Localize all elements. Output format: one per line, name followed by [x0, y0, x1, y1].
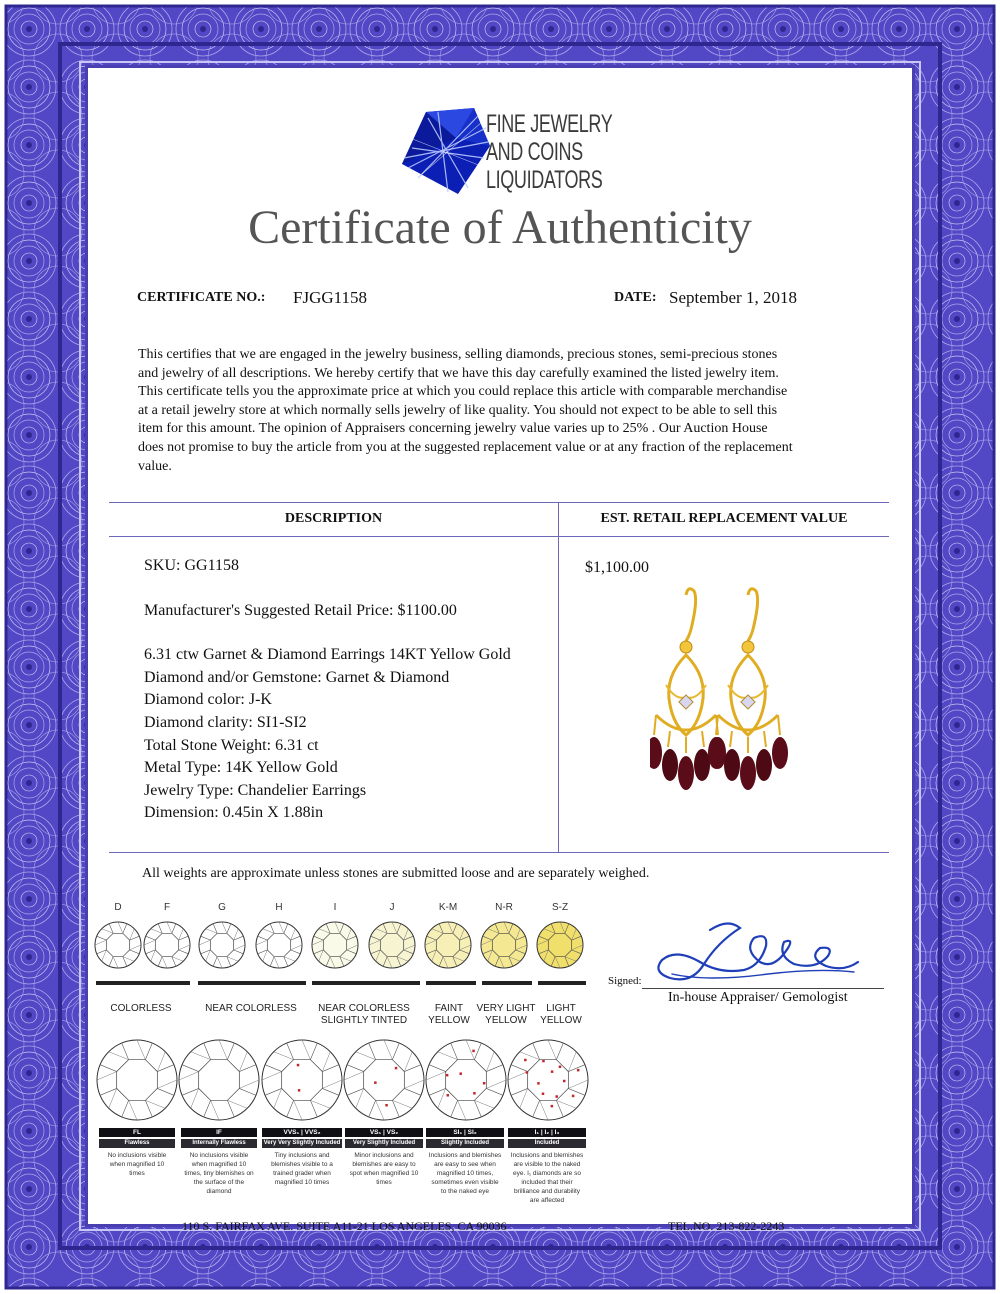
clarity-diamond [97, 1040, 177, 1120]
logo-line-2: AND COINS [486, 138, 583, 166]
inclusion-mark [446, 1074, 449, 1077]
clarity-diamond [179, 1040, 259, 1120]
inclusion-mark [459, 1072, 462, 1075]
color-grade-letter: K-M [438, 902, 458, 913]
color-group-bracket [312, 981, 420, 985]
detail-line: Diamond and/or Gemstone: Garnet & Diamond [144, 668, 450, 686]
certificate-number-label: CERTIFICATE NO.: [137, 290, 266, 305]
clarity-name: Flawless [99, 1139, 175, 1148]
inclusion-mark [555, 1095, 558, 1098]
clarity-description: Tiny inclusions and blemishes visible to a trained grader when magnified 10 times [271, 1152, 333, 1186]
clarity-description: Inclusions and blemishes are easy to see when magnified 10 times, sometimes even visible to the naked eye [428, 1152, 502, 1195]
clarity-name: Very Slightly Included [345, 1139, 423, 1148]
detail-line: Diamond clarity: SI1-SI2 [144, 713, 307, 731]
color-grade-letter: I [333, 902, 337, 913]
inclusion-mark [298, 1089, 301, 1092]
color-group-bracket [538, 981, 586, 985]
statement-line: and jewelry of all descriptions. We hereby certify that we have this day carefully examined the listed jewelry item. [138, 365, 779, 381]
color-diamond [199, 922, 245, 968]
clarity-code: IF [181, 1128, 257, 1137]
table-bottom-rule [109, 852, 889, 853]
earrings-image [650, 585, 810, 825]
inclusion-mark [563, 1080, 566, 1083]
clarity-name: Internally Flawless [181, 1139, 257, 1148]
inclusion-mark [385, 1104, 388, 1107]
inclusion-mark [551, 1070, 554, 1073]
color-diamond [537, 922, 583, 968]
clarity-name: Very Very Slightly Included [263, 1140, 341, 1146]
certification-statement [138, 346, 878, 476]
statement-line: This certifies that we are engaged in the jewelry business, selling diamonds, precious stones, semi-precious stones [138, 347, 778, 362]
inclusion-mark [537, 1082, 540, 1085]
inclusion-mark [473, 1092, 476, 1095]
statement-line: This certificate tells you the approximate price at which you could replace this article with comparable merchandise [138, 384, 788, 400]
clarity-diamond [262, 1040, 342, 1120]
statement-line: item for this amount. The opinion of Appraisers concerning jewelry value varies up to 25% . Our Auction House [138, 421, 768, 437]
color-diamond [95, 922, 141, 968]
color-diamond [144, 922, 190, 968]
detail-line: 6.31 ctw Garnet & Diamond Earrings 14KT Yellow Gold [144, 646, 511, 664]
sku-text: SKU: GG1158 [144, 557, 239, 574]
color-scale-chart [90, 915, 590, 995]
logo-wordmark [486, 110, 612, 194]
inclusion-mark [395, 1067, 398, 1070]
inclusion-mark [559, 1066, 562, 1069]
color-group-label: NEAR COLORLESS SLIGHTLY TINTED [318, 1003, 410, 1026]
color-grade-letter: N-R [495, 902, 513, 913]
company-logo [398, 108, 638, 204]
signed-label: Signed: [608, 975, 642, 987]
color-grade-letter: G [218, 902, 226, 913]
color-group-label: NEAR COLORLESS [205, 1003, 297, 1014]
detail-line: Dimension: 0.45in X 1.88in [144, 804, 324, 822]
detail-line: Jewelry Type: Chandelier Earrings [144, 781, 367, 799]
color-grade-letter: H [275, 902, 283, 913]
clarity-description: Minor inclusions and blemishes are easy to spot when magnified 10 times [349, 1152, 419, 1186]
color-group-bracket [198, 981, 306, 985]
right-earring [708, 589, 788, 790]
detail-line: Total Stone Weight: 6.31 ct [144, 736, 319, 754]
clarity-description: No inclusions visible when magnified 10 times [107, 1152, 167, 1177]
description-header: DESCRIPTION [284, 511, 383, 526]
inclusion-mark [483, 1082, 486, 1085]
appraiser-title: In-house Appraiser/ Gemologist [668, 990, 848, 1005]
signature-line [642, 988, 884, 989]
handwritten-signature [648, 912, 864, 992]
clarity-description: No inclusions visible when magnified 10 times, tiny blemishes on the surface of the diamond [184, 1152, 254, 1195]
color-grade-letter: J [389, 902, 395, 913]
clarity-name: Included [508, 1139, 586, 1148]
inclusion-mark [297, 1064, 300, 1067]
inclusion-mark [542, 1093, 545, 1096]
footer-phone: TEL.NO. 213-822-2243 [668, 1219, 785, 1233]
inclusion-mark [542, 1060, 545, 1063]
color-group-label: LIGHT YELLOW [540, 1003, 582, 1026]
date-value: September 1, 2018 [669, 288, 797, 307]
weights-disclaimer: All weights are approximate unless stones are submitted loose and are separately weighed. [142, 866, 650, 881]
color-diamond [481, 922, 527, 968]
inclusion-mark [447, 1094, 450, 1097]
detail-line: Metal Type: 14K Yellow Gold [144, 759, 338, 777]
clarity-code: FL [99, 1128, 175, 1137]
diamond-logo-icon [398, 108, 490, 196]
color-diamond [369, 922, 415, 968]
inclusion-mark [526, 1071, 529, 1074]
certificate-title: Certificate of Authenticity [248, 201, 752, 254]
color-group-bracket [482, 981, 532, 985]
inclusion-mark [374, 1081, 377, 1084]
statement-line: at a retail jewelry store at which normally sells jewelry of like quality. You should not expect to be able to sell this [138, 402, 778, 418]
replacement-value: $1,100.00 [585, 559, 649, 576]
value-header: EST. RETAIL REPLACEMENT VALUE [600, 511, 848, 526]
color-group-label: VERY LIGHT YELLOW [476, 1003, 536, 1026]
table-column-divider [558, 502, 559, 852]
logo-line-1: FINE JEWELRY [486, 110, 613, 138]
table-header-rule [109, 536, 889, 537]
clarity-code: SI₁ | SI₂ [426, 1128, 504, 1137]
inclusion-mark [524, 1059, 527, 1062]
logo-line-3: LIQUIDATORS [486, 166, 603, 194]
clarity-diamond [344, 1040, 424, 1120]
clarity-diamond [426, 1040, 506, 1120]
color-group-bracket [96, 981, 190, 985]
inclusion-mark [572, 1095, 575, 1098]
inclusion-mark [472, 1050, 475, 1053]
clarity-code: VS₁ | VS₂ [345, 1128, 423, 1137]
color-diamond [256, 922, 302, 968]
color-group-label: FAINT YELLOW [428, 1003, 470, 1026]
footer-address: 110 S. FAIRFAX AVE. SUITE A11-21 LOS ANGELES, CA 90036 [182, 1219, 507, 1233]
color-diamond [312, 922, 358, 968]
clarity-scale-chart [95, 1034, 595, 1126]
clarity-code: I₁ | I₂ | I₃ [508, 1128, 586, 1137]
clarity-name: Slightly Included [426, 1139, 504, 1148]
color-diamond [425, 922, 471, 968]
item-description [144, 555, 511, 825]
color-grade-letter: D [114, 902, 122, 913]
detail-line: Diamond color: J-K [144, 691, 272, 709]
color-grade-letter: S-Z [551, 902, 569, 913]
date-label: DATE: [614, 290, 657, 305]
color-grade-letter: F [163, 902, 171, 913]
color-group-label: COLORLESS [110, 1003, 172, 1014]
color-group-bracket [426, 981, 476, 985]
statement-line: value. [138, 458, 172, 474]
clarity-code: VVS₁ | VVS₂ [262, 1128, 342, 1137]
table-top-rule [109, 502, 889, 503]
inclusion-mark [551, 1105, 554, 1108]
clarity-description: Inclusions and blemishes are visible to the naked eye. I₁ diamonds are so included that their brilliance and durability are affected [510, 1152, 584, 1204]
certificate-number-value: FJGG1158 [293, 288, 367, 307]
statement-line: does not promise to buy the article from you at the suggested replacement value or at any fraction of the replacement [138, 439, 793, 455]
clarity-diamond [508, 1040, 588, 1120]
msrp-text: Manufacturer's Suggested Retail Price: $1100.00 [144, 601, 457, 619]
inclusion-mark [577, 1069, 580, 1072]
